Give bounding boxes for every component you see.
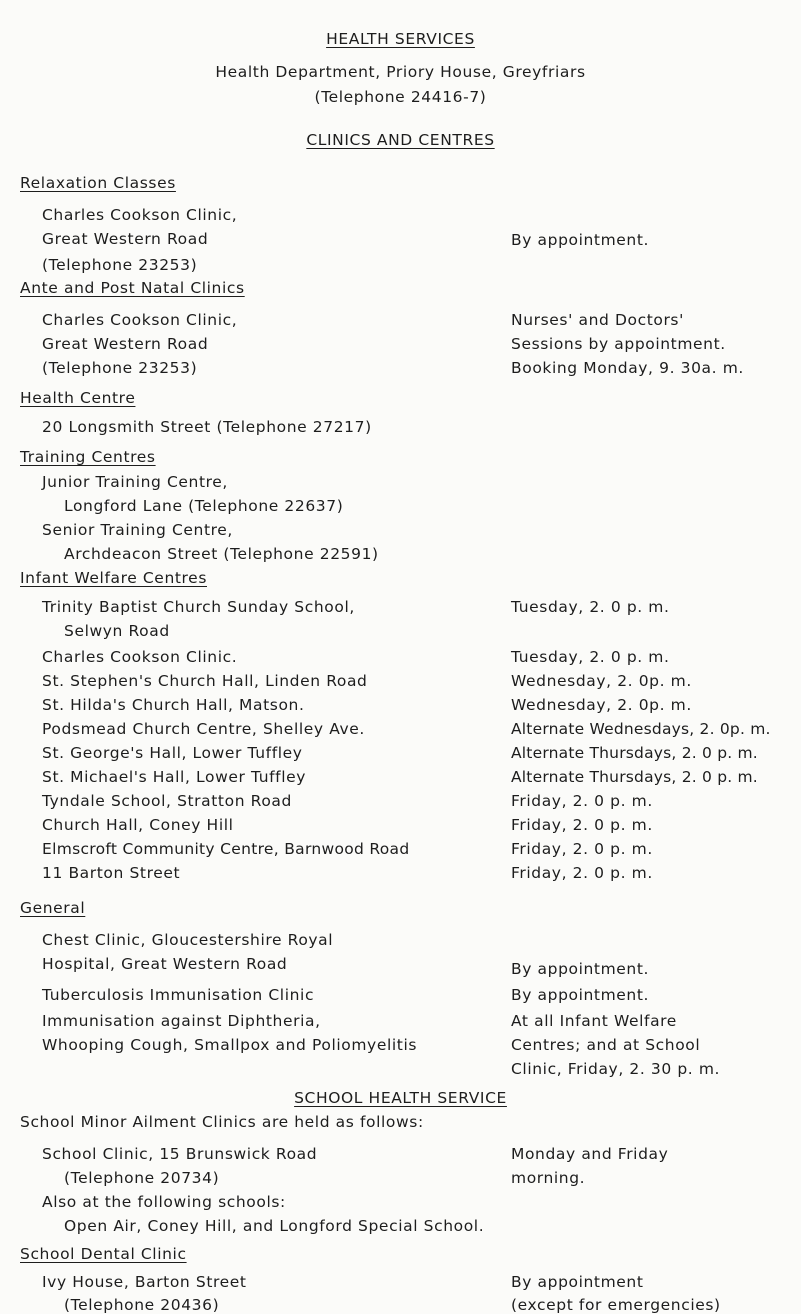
infant-centre-name: Elmscroft Community Centre, Barnwood Road bbox=[42, 840, 410, 858]
schools-list: Open Air, Coney Hill, and Longford Special School. bbox=[64, 1217, 485, 1235]
chest-clinic-line: Hospital, Great Western Road bbox=[42, 955, 288, 973]
infant-centre-name: Charles Cookson Clinic. bbox=[42, 648, 238, 666]
dental-note: (except for emergencies) bbox=[511, 1296, 721, 1314]
training-line: Junior Training Centre, bbox=[42, 473, 228, 491]
minor-ailment-intro: School Minor Ailment Clinics are held as follows: bbox=[20, 1113, 424, 1131]
page-title: HEALTH SERVICES bbox=[326, 30, 475, 48]
infant-centre-name: 11 Barton Street bbox=[42, 864, 181, 882]
ante-post-note: Sessions by appointment. bbox=[511, 335, 726, 353]
health-centre-heading: Health Centre bbox=[20, 389, 136, 407]
relaxation-line: Great Western Road bbox=[42, 230, 209, 248]
minor-ailment-note: morning. bbox=[511, 1169, 586, 1187]
chest-clinic-note: By appointment. bbox=[511, 960, 650, 978]
general-heading: General bbox=[20, 899, 86, 917]
tb-clinic-line: Tuberculosis Immunisation Clinic bbox=[42, 986, 315, 1004]
infant-centre-name: Trinity Baptist Church Sunday School, bbox=[42, 598, 355, 616]
relaxation-line: Charles Cookson Clinic, bbox=[42, 206, 238, 224]
infant-centre-time: Alternate Thursdays, 2. 0 p. m. bbox=[511, 768, 758, 786]
dental-line: (Telephone 20436) bbox=[64, 1296, 220, 1314]
department-address: Health Department, Priory House, Greyfriars bbox=[215, 63, 586, 81]
immunisation-note: At all Infant Welfare bbox=[511, 1012, 677, 1030]
infant-centre-time: Friday, 2. 0 p. m. bbox=[511, 864, 653, 882]
ante-post-note: Booking Monday, 9. 30a. m. bbox=[511, 359, 744, 377]
infant-centre-name: Podsmead Church Centre, Shelley Ave. bbox=[42, 720, 365, 738]
relaxation-line: (Telephone 23253) bbox=[42, 256, 198, 274]
minor-ailment-line: School Clinic, 15 Brunswick Road bbox=[42, 1145, 318, 1163]
ante-post-note: Nurses' and Doctors' bbox=[511, 311, 684, 329]
infant-centre-name: St. Michael's Hall, Lower Tuffley bbox=[42, 768, 307, 786]
chest-clinic-line: Chest Clinic, Gloucestershire Royal bbox=[42, 931, 334, 949]
infant-centre-time: Tuesday, 2. 0 p. m. bbox=[511, 598, 670, 616]
ante-post-line: Great Western Road bbox=[42, 335, 209, 353]
also-schools-line: Also at the following schools: bbox=[42, 1193, 286, 1211]
infant-centre-time: Wednesday, 2. 0p. m. bbox=[511, 672, 692, 690]
infant-centre-name: St. Hilda's Church Hall, Matson. bbox=[42, 696, 305, 714]
immunisation-line: Immunisation against Diphtheria, bbox=[42, 1012, 321, 1030]
infant-centre-name: St. Stephen's Church Hall, Linden Road bbox=[42, 672, 368, 690]
infant-centre-time: Friday, 2. 0 p. m. bbox=[511, 840, 653, 858]
department-telephone: (Telephone 24416-7) bbox=[314, 88, 487, 106]
infant-centre-time: Friday, 2. 0 p. m. bbox=[511, 816, 653, 834]
infant-centre-name: Selwyn Road bbox=[64, 622, 170, 640]
infant-centre-time: Alternate Thursdays, 2. 0 p. m. bbox=[511, 744, 758, 762]
training-heading: Training Centres bbox=[20, 448, 156, 466]
immunisation-line: Whooping Cough, Smallpox and Poliomyelitis bbox=[42, 1036, 418, 1054]
dental-heading: School Dental Clinic bbox=[20, 1245, 187, 1263]
school-health-heading: SCHOOL HEALTH SERVICE bbox=[294, 1089, 507, 1107]
infant-centre-time: Wednesday, 2. 0p. m. bbox=[511, 696, 692, 714]
infant-centre-time: Friday, 2. 0 p. m. bbox=[511, 792, 653, 810]
immunisation-note: Clinic, Friday, 2. 30 p. m. bbox=[511, 1060, 721, 1078]
tb-clinic-note: By appointment. bbox=[511, 986, 650, 1004]
training-line: Senior Training Centre, bbox=[42, 521, 233, 539]
infant-centre-name: St. George's Hall, Lower Tuffley bbox=[42, 744, 303, 762]
infant-centre-time: Tuesday, 2. 0 p. m. bbox=[511, 648, 670, 666]
health-centre-line: 20 Longsmith Street (Telephone 27217) bbox=[42, 418, 372, 436]
training-line: Archdeacon Street (Telephone 22591) bbox=[64, 545, 379, 563]
ante-post-heading: Ante and Post Natal Clinics bbox=[20, 279, 245, 297]
relaxation-note: By appointment. bbox=[511, 231, 650, 249]
minor-ailment-note: Monday and Friday bbox=[511, 1145, 669, 1163]
infant-centre-time: Alternate Wednesdays, 2. 0p. m. bbox=[511, 720, 771, 738]
dental-line: Ivy House, Barton Street bbox=[42, 1273, 247, 1291]
minor-ailment-line: (Telephone 20734) bbox=[64, 1169, 220, 1187]
ante-post-line: (Telephone 23253) bbox=[42, 359, 198, 377]
infant-centre-name: Tyndale School, Stratton Road bbox=[42, 792, 292, 810]
immunisation-note: Centres; and at School bbox=[511, 1036, 701, 1054]
ante-post-line: Charles Cookson Clinic, bbox=[42, 311, 238, 329]
clinics-heading: CLINICS AND CENTRES bbox=[306, 131, 495, 149]
training-line: Longford Lane (Telephone 22637) bbox=[64, 497, 344, 515]
relaxation-heading: Relaxation Classes bbox=[20, 174, 176, 192]
infant-welfare-heading: Infant Welfare Centres bbox=[20, 569, 207, 587]
dental-note: By appointment bbox=[511, 1273, 644, 1291]
infant-centre-name: Church Hall, Coney Hill bbox=[42, 816, 234, 834]
